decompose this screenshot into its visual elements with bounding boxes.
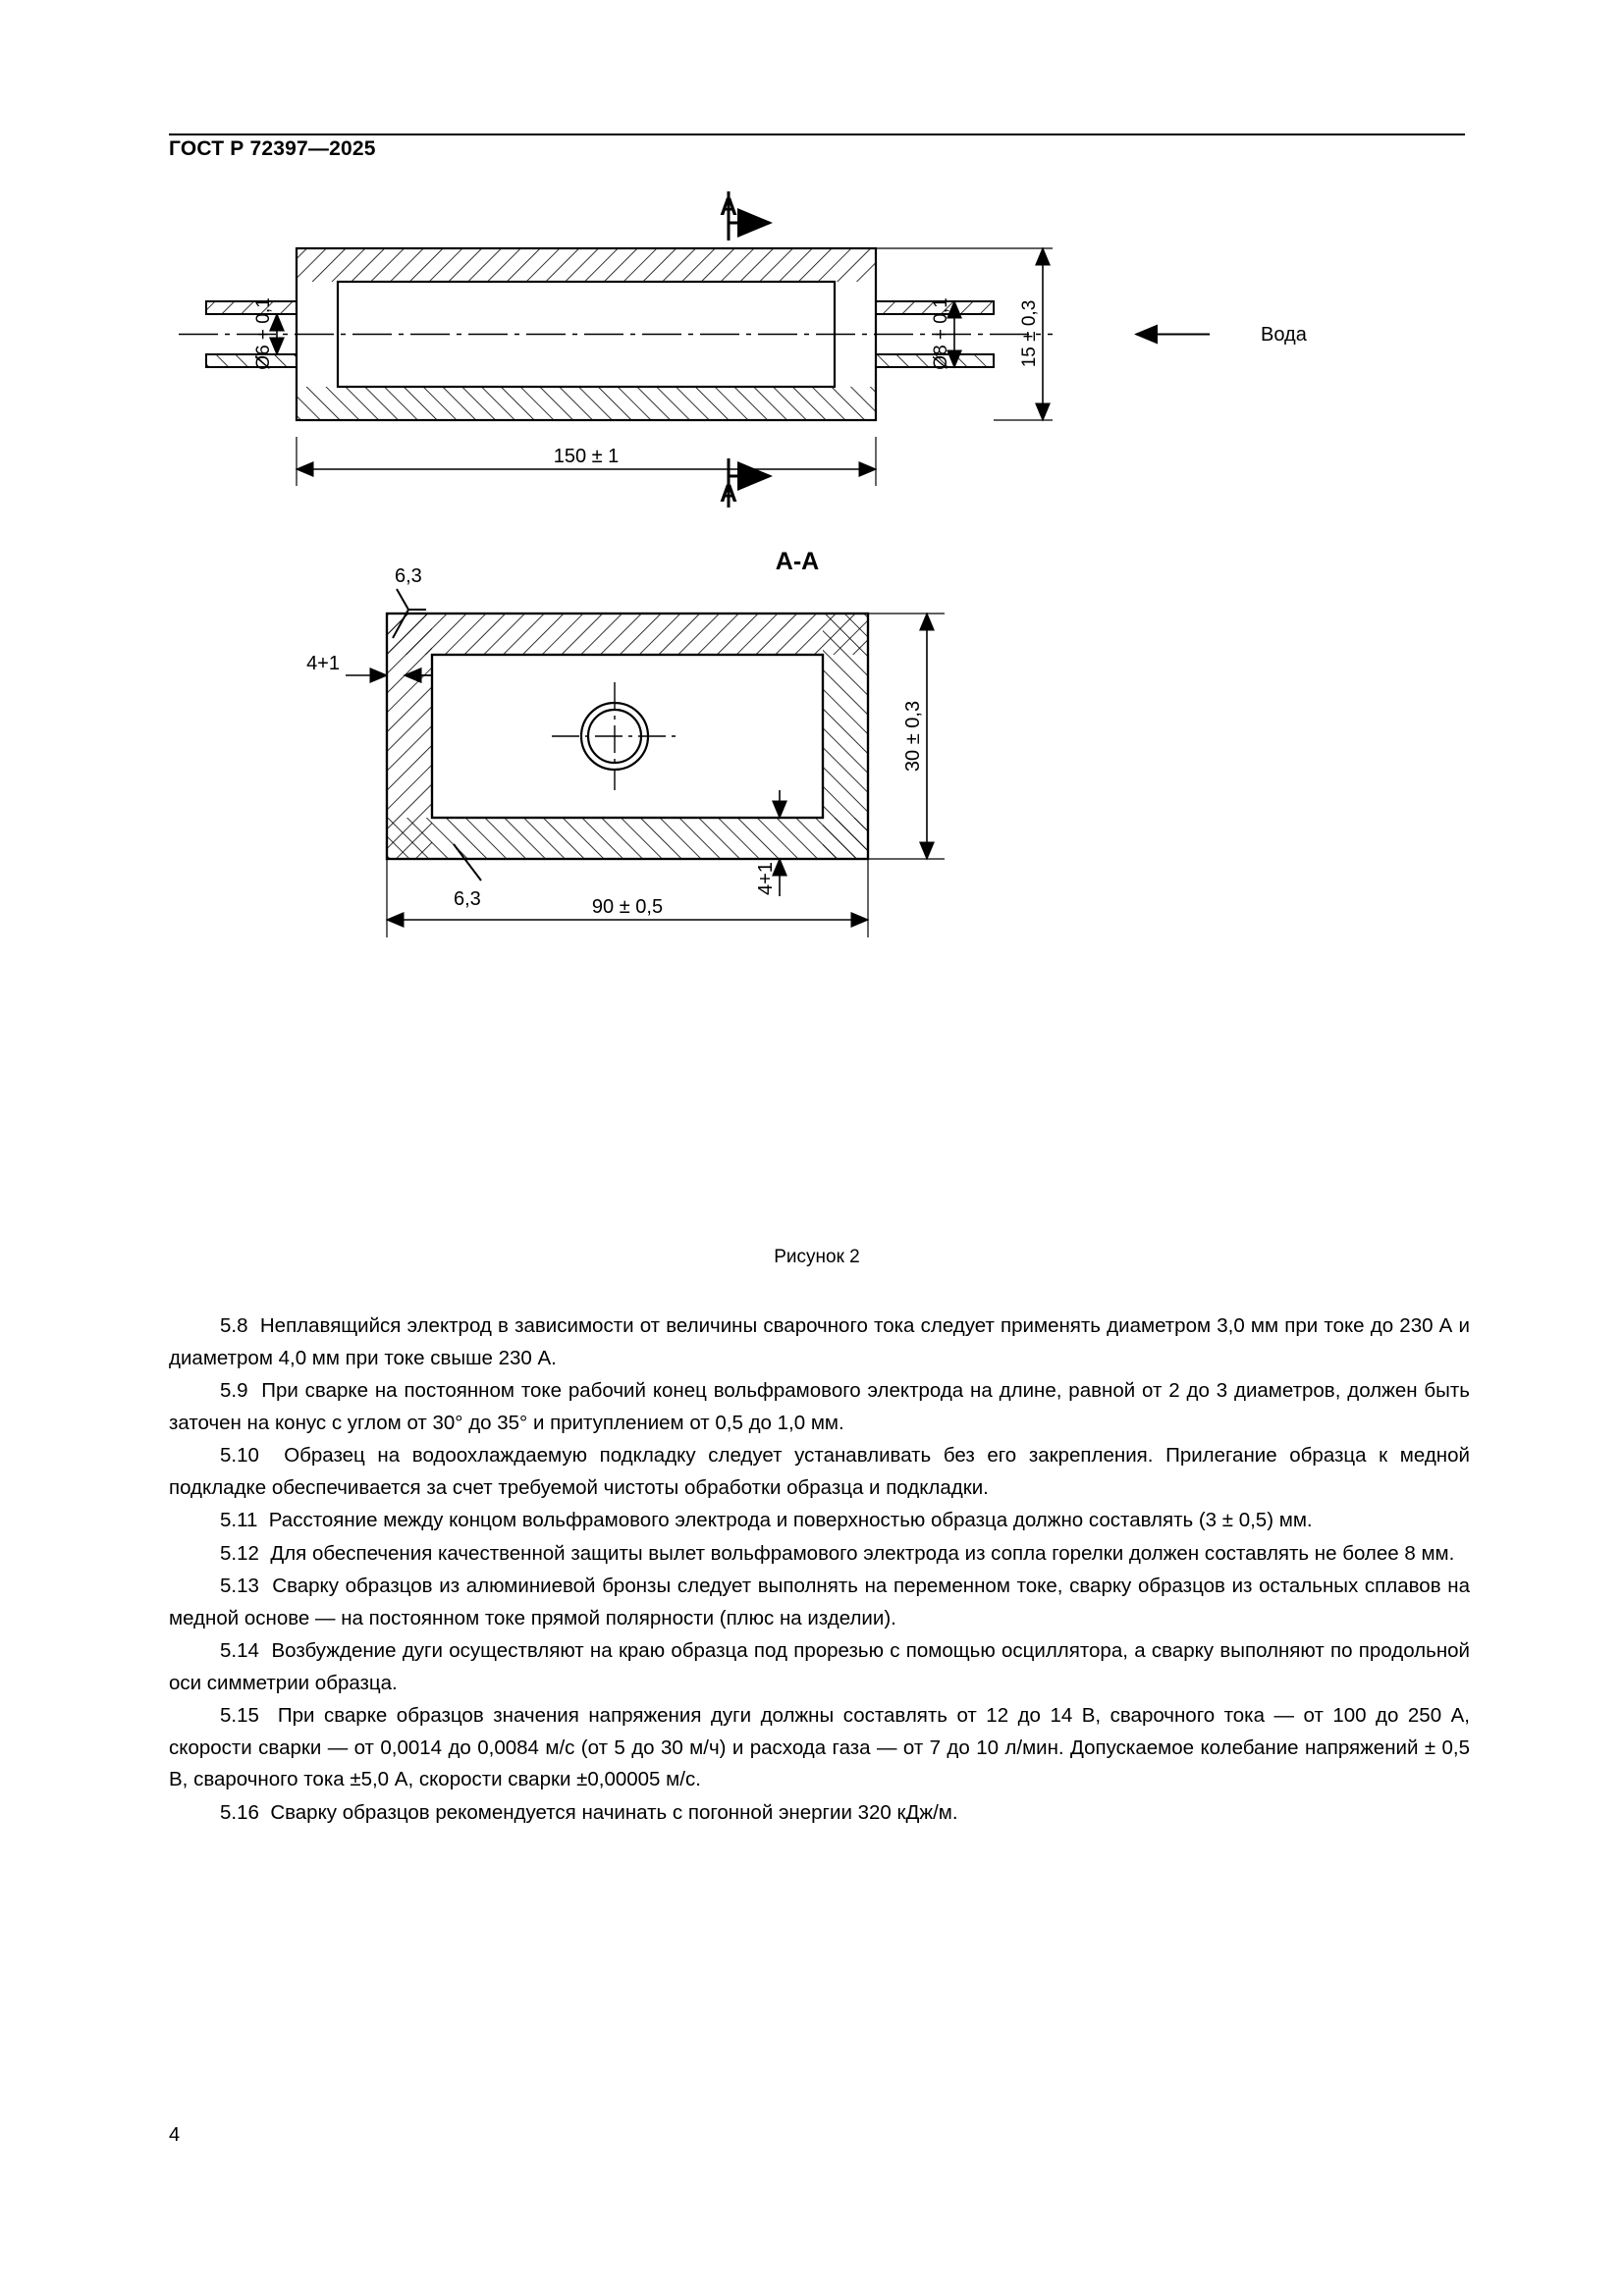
page-header: [169, 137, 1465, 161]
clause-text: Неплавящийся электрод в зависимости от величины сварочного тока следует применять диаметром 3,0 мм при токе до 230 А и диаметром 4,0 мм при токе свыше 230 А.: [169, 1314, 1470, 1369]
clause-5-16: [169, 1797, 1470, 1830]
label-outer-diameter: Ø8 + 0,1: [931, 297, 951, 370]
label-inner-diameter: Ø6 + 0,1: [253, 297, 274, 370]
technical-drawing-figure: [169, 191, 1465, 1271]
clause-text: Расстояние между концом вольфрамового электрода и поверхностью образца должно составлять (3 ± 0,5) мм.: [268, 1509, 1313, 1531]
clause-text: Образец на водоохлаждаемую подкладку следует устанавливать без его закрепления. Прилегание образца к медной подкладке обеспечивается за счет требуемой чистоты обработки образца и подкладки.: [169, 1444, 1470, 1499]
section-mark-top: A: [719, 193, 738, 221]
label-length: 150 ± 1: [553, 446, 620, 467]
clause-5-11: [169, 1505, 1470, 1537]
clause-text: Сварку образцов рекомендуется начинать с погонной энергии 320 кДж/м.: [270, 1800, 958, 1824]
clause-5-12: [169, 1538, 1470, 1571]
label-roughness-bottom: 6,3: [454, 888, 481, 910]
label-section-height: 30 ± 0,3: [902, 700, 924, 773]
body-text: [169, 1310, 1470, 1830]
clause-5-10: [169, 1440, 1470, 1504]
clause-text: При сварке образцов значения напряжения дуги должны составлять от 12 до 14 В, сварочного тока — от 100 до 250 А, скорости сварки — от 0,0014 до 0,0084 м/с (от 5 до 30 м/ч) и расхода газа — от 7 до 10 л/мин. Допускаемое колебание напряжений ± 0,5 В, сварочного тока ±5,0 А, скорости сварки ±0,00005 м/с.: [169, 1704, 1470, 1790]
clause-number: 5.16: [220, 1800, 259, 1824]
clause-text: Сварку образцов из алюминиевой бронзы следует выполнять на переменном токе, сварку образцов из остальных сплавов на медной основе — на постоянном токе прямой полярности (плюс на изделии).: [169, 1575, 1470, 1629]
section-view-title: А-А: [775, 548, 820, 575]
clause-number: 5.12: [220, 1541, 259, 1565]
clause-number: 5.8: [220, 1314, 248, 1337]
label-height: 15 ± 0,3: [1019, 299, 1040, 368]
clause-number: 5.10: [220, 1444, 259, 1467]
clause-text: Для обеспечения качественной защиты вылет вольфрамового электрода из сопла горелки должен составлять не более 8 мм.: [270, 1541, 1455, 1565]
clause-number: 5.9: [220, 1379, 248, 1402]
clause-5-15: [169, 1700, 1470, 1796]
clause-number: 5.11: [220, 1509, 258, 1531]
page-number: 4: [169, 2124, 181, 2146]
drawing-svg: [169, 191, 1465, 1242]
clause-number: 5.14: [220, 1639, 259, 1662]
label-water: Вода: [1261, 324, 1307, 346]
header-rule: [169, 133, 1465, 135]
clause-text: При сварке на постоянном токе рабочий конец вольфрамового электрода на длине, равной от 2 до 3 диаметров, должен быть заточен на конус с углом от 30° до 35° и притуплением от 0,5 до 1,0 мм.: [169, 1379, 1470, 1434]
label-wall-left: 4+1: [306, 653, 340, 674]
label-section-width: 90 ± 0,5: [591, 896, 664, 918]
clause-number: 5.15: [220, 1704, 259, 1727]
label-wall-bottom: 4+1: [755, 862, 777, 895]
label-roughness-top: 6,3: [395, 565, 422, 587]
clause-text: Возбуждение дуги осуществляют на краю образца под прорезью с помощью осциллятора, а сварку выполняют по продольной оси симметрии образца.: [169, 1639, 1470, 1694]
section-mark-bottom: A: [719, 480, 738, 507]
figure-caption: Рисунок 2: [774, 1247, 860, 1267]
clause-5-14: [169, 1635, 1470, 1699]
standard-code: ГОСТ Р 72397—2025: [169, 137, 376, 160]
clause-number: 5.13: [220, 1575, 259, 1597]
clause-5-9: [169, 1375, 1470, 1439]
clause-5-13: [169, 1571, 1470, 1634]
clause-5-8: [169, 1310, 1470, 1374]
